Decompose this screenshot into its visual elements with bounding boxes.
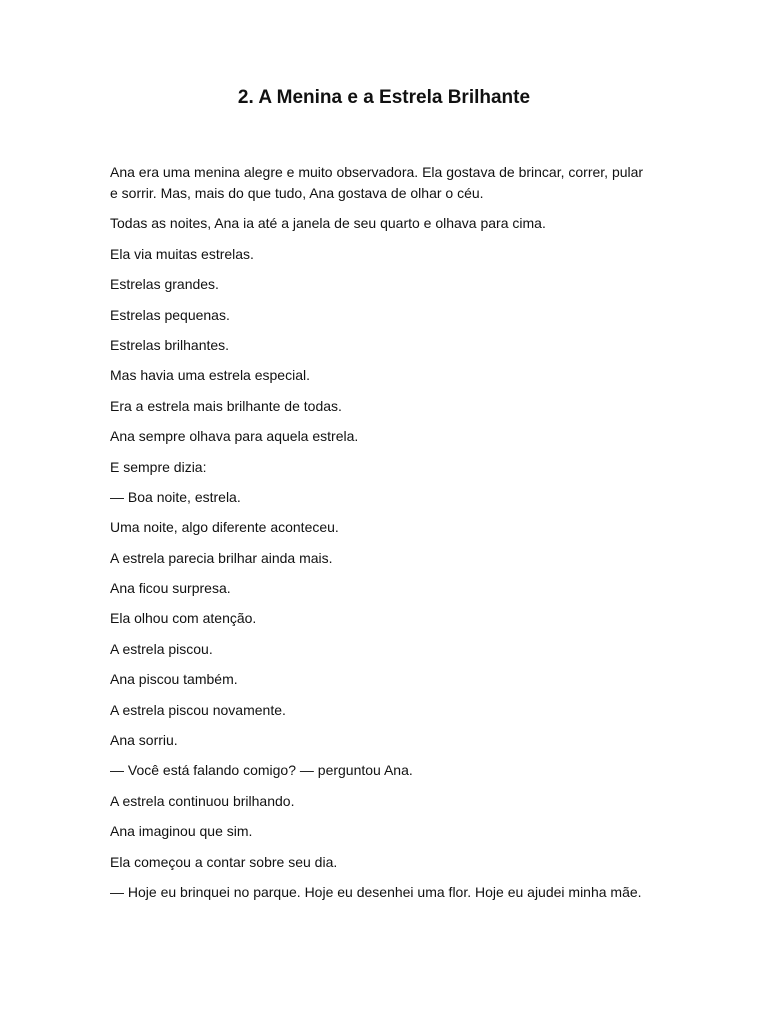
paragraph: Era a estrela mais brilhante de todas. — [110, 397, 342, 414]
paragraph: Todas as noites, Ana ia até a janela de seu quarto e olhava para cima. — [110, 215, 546, 232]
paragraph: Ela olhou com atenção. — [110, 610, 257, 627]
paragraph: Estrelas pequenas. — [110, 306, 230, 323]
story-body — [110, 162, 644, 903]
paragraph: E sempre dizia: — [110, 458, 207, 475]
paragraph: A estrela piscou novamente. — [110, 701, 286, 718]
paragraph: A estrela continuou brilhando. — [110, 792, 295, 809]
paragraph: Ana sorriu. — [110, 732, 178, 749]
paragraph: Ana piscou também. — [110, 671, 238, 688]
paragraph: Ela via muitas estrelas. — [110, 245, 254, 262]
paragraph: — Você está falando comigo? — perguntou Ana. — [110, 762, 413, 779]
paragraph: Ana imaginou que sim. — [110, 823, 253, 840]
paragraph: Ana era uma menina alegre e muito observadora. Ela gostava de brincar, correr, pular e sorrir. Mas, mais do que tudo, Ana gostava de olhar o céu. — [110, 164, 644, 201]
paragraph: Estrelas grandes. — [110, 276, 219, 293]
paragraph: A estrela parecia brilhar ainda mais. — [110, 549, 333, 566]
paragraph: A estrela piscou. — [110, 640, 213, 657]
paragraph: Uma noite, algo diferente aconteceu. — [110, 519, 339, 536]
paragraph: — Boa noite, estrela. — [110, 488, 241, 505]
paragraph: — Hoje eu brinquei no parque. Hoje eu desenhei uma flor. Hoje eu ajudei minha mãe. — [110, 883, 642, 900]
paragraph: Ana ficou surpresa. — [110, 580, 231, 597]
paragraph: Ela começou a contar sobre seu dia. — [110, 853, 338, 870]
paragraph: Estrelas brilhantes. — [110, 336, 230, 353]
page-title: 2. A Menina e a Estrela Brilhante — [237, 87, 531, 108]
paragraph: Mas havia uma estrela especial. — [110, 367, 310, 384]
paragraph: Ana sempre olhava para aquela estrela. — [110, 428, 359, 445]
